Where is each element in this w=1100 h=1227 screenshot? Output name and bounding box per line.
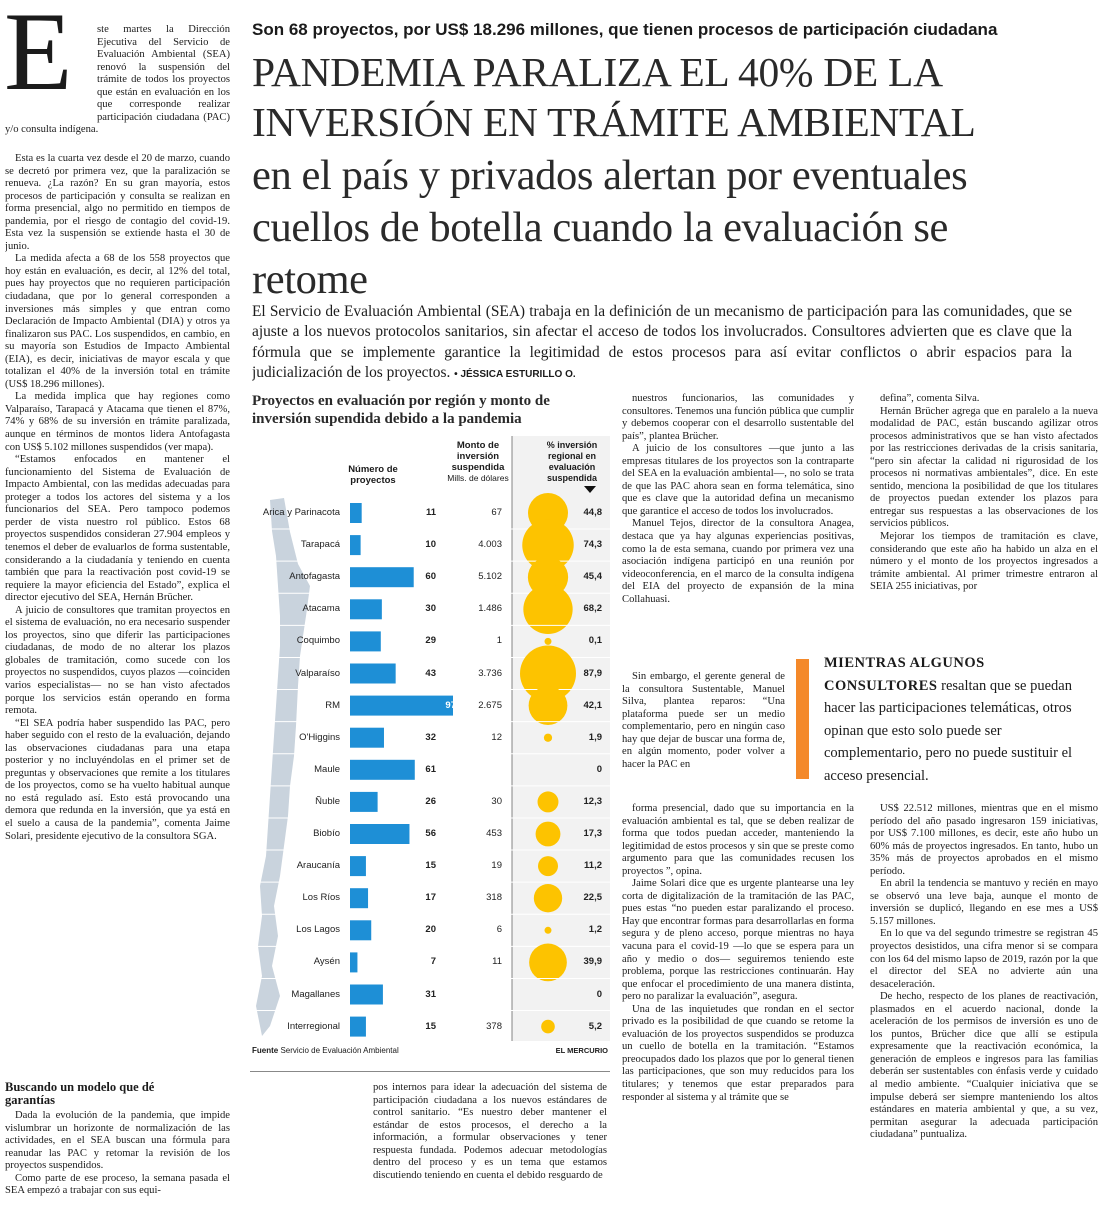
- projects-bar: [350, 952, 357, 972]
- header-amount-label: Monto de inversión suspendida: [451, 440, 505, 473]
- amount-value: 12: [491, 731, 502, 743]
- column-3: [622, 393, 854, 671]
- column-3-paragraph: Manuel Tejos, director de la consultora Anagea, destaca que ya hay algunas experiencias positivas, como la de esta semana, cuando por primera vez una asociación indígena participó en una reunión por videoconferencia, en el marco de la consulta indígena del EIA del proyecto de expansión de la mina Collahuasi.: [622, 518, 854, 605]
- amount-value: 6: [496, 924, 502, 936]
- column-1-paragraph: Esta es la cuarta vez desde el 20 de marzo, cuando se decretó por primera vez, que la paralización se renueva. ¿La razón? En su gran mayoría, estos procesos de participación y consulta se realizan en forma presencial, algo no permitido en tiempos de pandemia, por el riesgo de contagio del covid-19. Esta vez la suspensión se extiende hasta el 30 de junio.: [5, 153, 230, 252]
- column-4-paragraph: Mejorar los tiempos de tramitación es clave, considerando que este año ha habido un alza en el número y el monto de los proyectos ingresados a trámite ambiental. Al primer trimestre entraron al SEIA 255 iniciativas, por: [870, 531, 1098, 593]
- projects-bar: [350, 535, 361, 555]
- amount-value: 19: [491, 860, 502, 872]
- region-label: Magallanes: [291, 988, 340, 1000]
- amount-value: 5.102: [478, 571, 502, 583]
- column-1-paragraph: “Estamos enfocados en mantener el funcionamiento del Sistema de Evaluación de Impacto Ambiental, con las medidas adecuadas para proteger a todos los actores del sistema y a los funcionarios del SEA. Pero tampoco podemos perder de vista nuestro rol público. Estos 68 proyectos suspendidos consideran 27.904 empleos y tenemos el deber de evaluarlos de forma sustentable, considerando a la ciudadanía y teniendo en cuenta también que para la reactivación post covid-19 se requiere la mayor eficiencia del Estado”, explica el director ejecutivo del SEA, Hernán Brücher.: [5, 454, 230, 604]
- region-label: RM: [325, 699, 340, 711]
- region-label: Los Lagos: [296, 924, 340, 936]
- region-label: Tarapacá: [300, 539, 340, 551]
- column-3-narrow: [622, 671, 785, 803]
- projects-value: 29: [425, 635, 436, 647]
- column-1-bottom-paragraph: Como parte de ese proceso, la semana pasada el SEA empezó a trabajar con sus equi-: [5, 1172, 230, 1197]
- projects-value: 56: [425, 828, 436, 839]
- region-label: Atacama: [302, 603, 340, 615]
- pull-quote: [824, 652, 1094, 790]
- percent-value: 0,1: [588, 635, 602, 647]
- column-1-paragraph: La medida implica que hay regiones como Valparaíso, Tarapacá y Atacama que tienen el 87%, 74% y 68% de su inversión en trámite paralizada, aunque en términos de montos lidera Antofagasta con US$ 5.102 millones suspendidos (ver mapa).: [5, 391, 230, 453]
- projects-value: 20: [425, 924, 436, 936]
- region-label: Interregional: [287, 1020, 340, 1032]
- projects-value: 15: [425, 1020, 436, 1032]
- column-2-bottom-text: pos internos para idear la adecuación del sistema de participación ciudadana a los nuevos estándares de control sanitario. “Es nuestro deber mantener el estándar de estos procesos, el derecho a la información, a formular observaciones y tener respuesta fundada. Podemos adecuar metodologías dentro del proceso y es un tema que estamos discutiendo teniendo en cuenta el debido resguardo de: [373, 1082, 607, 1181]
- region-label: Araucanía: [296, 860, 340, 872]
- percent-value: 5,2: [588, 1020, 602, 1032]
- column-1: [5, 153, 230, 1066]
- pull-quote-lead: MIENTRAS ALGUNOS CONSULTORES: [824, 655, 985, 694]
- column-1-bottom: [5, 1110, 230, 1227]
- section-subhead: Buscando un modelo que dé garantías: [5, 1081, 155, 1107]
- percent-value: 74,3: [583, 539, 602, 551]
- percent-value: 0: [596, 763, 602, 775]
- percent-value: 87,9: [583, 667, 602, 679]
- column-2-bottom: [373, 1082, 607, 1227]
- region-label: Valparaíso: [295, 667, 340, 679]
- column-4: [870, 393, 1098, 648]
- column-4-bottom-paragraph: En abril la tendencia se mantuvo y recién en mayo se observó una leve baja, aunque el monto de inversión se duplicó, llegando en ese mes a US$ 5.157 millones.: [870, 878, 1098, 927]
- amount-value: 3.736: [478, 667, 502, 679]
- projects-value: 43: [425, 667, 436, 679]
- percent-value: 12,3: [583, 795, 602, 807]
- projects-bar: [350, 664, 396, 684]
- chart-source-label: Fuente: [252, 1046, 279, 1055]
- amount-value: 1.486: [478, 603, 502, 615]
- lede-text: El Servicio de Evaluación Ambiental (SEA) trabaja en la definición de un mecanismo de participación para las comunidades, que se ajuste a los nuevos protocolos sanitarios, sin afectar el acceso de todos los involucrados. Consultores advierten que es clave que la fórmula que se implemente garantice la legitimidad de estos procesos para así evitar conflictos o abrir espacios para la judicialización de los proyectos.: [252, 303, 1072, 382]
- intro-paragraph: ste martes la Dirección Ejecutiva del Servicio de Evaluación Ambiental (SEA) renovó la suspensión del trámite de todos los proyectos que están en evaluación en los que corresponde realizar participación ciudadana (PAC) y/o consulta indígena.: [5, 24, 230, 136]
- percent-value: 42,1: [583, 699, 602, 711]
- projects-value: 31: [425, 988, 436, 1000]
- column-4-bottom: [870, 803, 1098, 1227]
- header-percent: % inversión regional en evaluación suspendida: [546, 440, 598, 483]
- percent-bubble: [538, 856, 558, 876]
- amount-value: [450, 989, 502, 1002]
- amount-value: 11: [492, 956, 502, 968]
- kicker: Son 68 proyectos, por US$ 18.296 millones, que tienen procesos de participación ciudadana: [252, 20, 998, 39]
- amount-value: 1: [496, 635, 502, 647]
- column-3-paragraph: nuestros funcionarios, las comunidades y consultores. Tenemos una función pública que cumplir y debemos cooperar con el desarrollo sustentable del país”, plantea Brücher.: [622, 393, 854, 442]
- column-3-rest-paragraph: forma presencial, dado que su importancia en la evaluación ambiental es tal, que se deben realizar de forma que todos puedan acceder, manteniendo la legitimidad de estos procesos y sin que se preste como argumento para que las comunidades recusen los proyectos ”, opina.: [622, 803, 854, 877]
- column-4-paragraph: Hernán Brücher agrega que en paralelo a la nueva modalidad de PAC, están buscando agilizar otros procesos administrativos que se han visto afectados por las restricciones derivadas de la crisis sanitaria, “pero sin afectar la calidad ni rigurosidad de los procesos ni normativas ambientales”, dice. En este sentido, menciona la posibilidad de que los titulares de proyectos puedan extender los plazos para entregar sus respuestas a las observaciones de los servicios públicos.: [870, 405, 1098, 530]
- percent-value: 45,4: [583, 571, 602, 583]
- amount-value: 30: [491, 795, 502, 807]
- projects-value: 10: [425, 539, 436, 551]
- projects-value: 11: [425, 507, 436, 518]
- region-label: Coquimbo: [296, 635, 340, 647]
- projects-bar: [350, 985, 383, 1005]
- chart-source: [252, 1046, 502, 1058]
- percent-value: 1,9: [588, 731, 602, 743]
- region-label: Arica y Parinacota: [262, 507, 340, 518]
- region-label: O'Higgins: [299, 731, 340, 743]
- drop-cap: E: [4, 4, 73, 108]
- region-label: Antofagasta: [289, 571, 340, 583]
- projects-bar: [350, 631, 381, 651]
- column-1-paragraph: La medida afecta a 68 de los 558 proyectos que hoy están en evaluación, es decir, al 12% del total, pues hay proyectos que no requieren participación ciudadana, que por lo general corresponden a inversiones más simples y que entran como Declaración de Impacto Ambiental (DIA) y otros ya finalizaron sus PAC. Los suspendidos, en cambio, en su mayoría son Estudios de Impacto Ambiental (EIA), es decir, iniciativas de mayor escala y que totalizan el 40% de la inversión total en trámite (US$ 18.296 millones).: [5, 253, 230, 390]
- headline-lower: en el país y privados alertan por eventuales cuellos de botella cuando la evaluación se retome: [252, 152, 968, 303]
- chart-title: Proyectos en evaluación por región y monto de inversión supendida debido a la pandemia: [252, 393, 550, 427]
- percent-value: 11,2: [584, 860, 602, 872]
- region-label: Los Ríos: [302, 892, 340, 904]
- amount-value: [450, 764, 502, 777]
- projects-bar: [350, 920, 371, 940]
- chart-arrow-icon: [584, 486, 596, 493]
- column-3-narrow-text: Sin embargo, el gerente general de la consultora Sustentable, Manuel Silva, plantea reparos: “Una plataforma puede ser un medio complementario, pero en ningún caso hay que dejar de buscar una forma de, en algún momento, poder volver a hacer la PAC en: [622, 671, 785, 770]
- projects-value: 60: [425, 571, 436, 583]
- chart-credit: EL MERCURIO: [555, 1046, 608, 1055]
- amount-value: 378: [486, 1020, 502, 1032]
- projects-bar: [350, 599, 382, 619]
- projects-value: 30: [425, 603, 436, 615]
- region-label: Maule: [314, 763, 340, 775]
- headline-upper: PANDEMIA PARALIZA EL 40% DE LA INVERSIÓN EN TRÁMITE AMBIENTAL: [252, 49, 976, 145]
- projects-bar: [350, 503, 362, 523]
- amount-value: 4.003: [478, 539, 502, 551]
- percent-value: 44,8: [583, 507, 602, 518]
- amount-value: 2.675: [478, 699, 502, 711]
- percent-value: 39,9: [583, 956, 602, 968]
- column-1-paragraph: “El SEA podría haber suspendido las PAC, pero haber seguido con el resto de la evaluación, dejando las observaciones ciudadanas para una etapa posterior y no incluyéndolas en el primer set de preguntas y observaciones que remite a los titulares de los proyectos, como se ha vuelto habitual aunque no está regulado así. Esto está provocando una demora que redunda en la inversión, que ya está en el suelo a causa de la pandemia”, comenta Jaime Solari, presidente ejecutivo de la consultora SGA.: [5, 717, 230, 842]
- column-4-bottom-paragraph: En lo que va del segundo trimestre se registran 45 proyectos desistidos, una cifra menor si se compara con los 64 del mismo lapso de 2019, razón por la que el director del SEA no advierte aún una desaceleración.: [870, 928, 1098, 990]
- amount-value: 67: [491, 507, 502, 518]
- percent-bubble: [544, 734, 552, 742]
- column-3-paragraph: A juicio de los consultores —que junto a las empresas titulares de los proyectos son la contraparte del SEA en la evaluación ambiental—, no solo se trata de que las PAC ahora sean en forma telemática, sino que es clave que la autoridad defina un mecanismo que garantice el acceso de todos los involucrados.: [622, 443, 854, 517]
- chart-source-text: Servicio de Evaluación Ambiental: [280, 1046, 399, 1055]
- percent-bubble: [545, 927, 552, 934]
- intro-text: [5, 24, 230, 152]
- projects-value: 7: [430, 956, 436, 968]
- column-4-paragraph: defina”, comenta Silva.: [880, 393, 980, 404]
- projects-value: 15: [425, 860, 436, 872]
- column-3-rest-paragraph: Jaime Solari dice que es urgente plantearse una ley corta de digitalización de la tramitación de las PAC, pues estas “no pueden estar paralizando el proceso. Hay que encontrar formas para desarrollarlas en forma segura y de pleno acceso, porque mientras no haya vacuna para el covid-19 —lo que se espera para un año y medio o dos— seguiremos teniendo este problema, porque las restricciones continuarán. Hay que enfocar el procedimiento de una manera distinta, pero no paralizar la evaluación”, asegura.: [622, 878, 854, 1003]
- column-1-bottom-paragraph: Dada la evolución de la pandemia, que impide vislumbrar un horizonte de normalización de las actividades, en el SEA buscan una fórmula para reanudar las PAC y retomar la revisión de los proyectos suspendidos.: [5, 1110, 230, 1172]
- projects-value: 97: [445, 699, 456, 711]
- percent-value: 1,2: [588, 924, 602, 936]
- projects-bar: [350, 888, 368, 908]
- projects-bar: [350, 1017, 366, 1037]
- chart-separator: [250, 1071, 610, 1072]
- projects-bar: [350, 792, 378, 812]
- amount-value: 318: [486, 892, 502, 904]
- percent-bubble: [534, 884, 562, 912]
- projects-bar: [350, 856, 366, 876]
- projects-value: 26: [425, 795, 436, 807]
- header-projects: Número de proyectos: [348, 464, 398, 486]
- column-3-rest-paragraph: Una de las inquietudes que rondan en el sector privado es la posibilidad de que cuando se retome la evaluación de los proyectos suspendidos se produzca un cuello de botella en la tramitación. “Estamos preocupados dado los plazos que por lo general tienen las participaciones, que son muy reducidos para los titulares; y tenemos que estar preparados para responder al sistema y al trámite que se: [622, 1003, 854, 1103]
- column-3-rest: [622, 803, 854, 1227]
- projects-value: 32: [425, 731, 436, 743]
- percent-value: 17,3: [583, 828, 602, 839]
- region-label: Ñuble: [315, 795, 340, 807]
- column-1-paragraph: A juicio de consultores que tramitan proyectos en el sistema de evaluación, no era necesario suspender los proyectos, sino que diferir las participaciones ciudadanas, de modo de no alterar los plazos globales de tramitación, como sucede con los proyectos no suspendidos, cuyos plazos —coinciden varios especialistas— no se han visto afectados porque los servicios están operando en forma remota.: [5, 604, 230, 717]
- percent-bubble: [541, 1020, 555, 1034]
- percent-value: 22,5: [583, 892, 602, 904]
- column-4-bottom-paragraph: De hecho, respecto de los planes de reactivación, plasmados en el acuerdo nacional, donde la aceleración de los permisos de inversión es uno de los puntos, Brücher dice que allí se estipula expresamente que la reactivación económica, la generación de empleos e ingresos para las familias deberán ser sustentables con énfasis verde y cuidado al medio ambiente. “Cualquier iniciativa que se impulse deberá ser siempre manteniendo los altos estándares en materia ambiental y que, a su vez, permitan asegurar la adecuada participación ciudadana” puntualiza.: [870, 991, 1098, 1141]
- region-label: Biobío: [313, 828, 340, 839]
- chart: [250, 436, 610, 1060]
- percent-value: 68,2: [583, 603, 602, 615]
- lede: [252, 302, 1072, 384]
- pull-quote-text: resaltan que se puedan hacer las participaciones telemáticas, otros opinan que esto solo puede ser complementario, pero no puede sustituir el acceso presencial.: [824, 677, 1073, 784]
- projects-bar: [350, 728, 384, 748]
- header-amount-unit: Mills. de dólares: [447, 473, 509, 483]
- percent-bubble: [538, 791, 559, 812]
- percent-value: 0: [596, 988, 602, 1000]
- projects-value: 17: [425, 892, 436, 904]
- projects-value: 61: [425, 763, 436, 775]
- percent-bubble: [536, 822, 561, 847]
- header-amount: [438, 440, 518, 490]
- percent-bubble: [545, 638, 552, 645]
- amount-value: 453: [486, 828, 502, 839]
- pull-quote-bar: [796, 659, 809, 779]
- byline: • JÉSSICA ESTURILLO O.: [454, 369, 576, 381]
- column-4-bottom-paragraph: US$ 22.512 millones, mientras que en el mismo período del año pasado ingresaron 159 iniciativas, por US$ 7.100 millones, es decir, este año hubo un 60% más de proyectos ingresados. En tanto, hubo un 35% más de proyectos aprobados en el mismo período.: [870, 803, 1098, 877]
- region-label: Aysén: [313, 956, 340, 968]
